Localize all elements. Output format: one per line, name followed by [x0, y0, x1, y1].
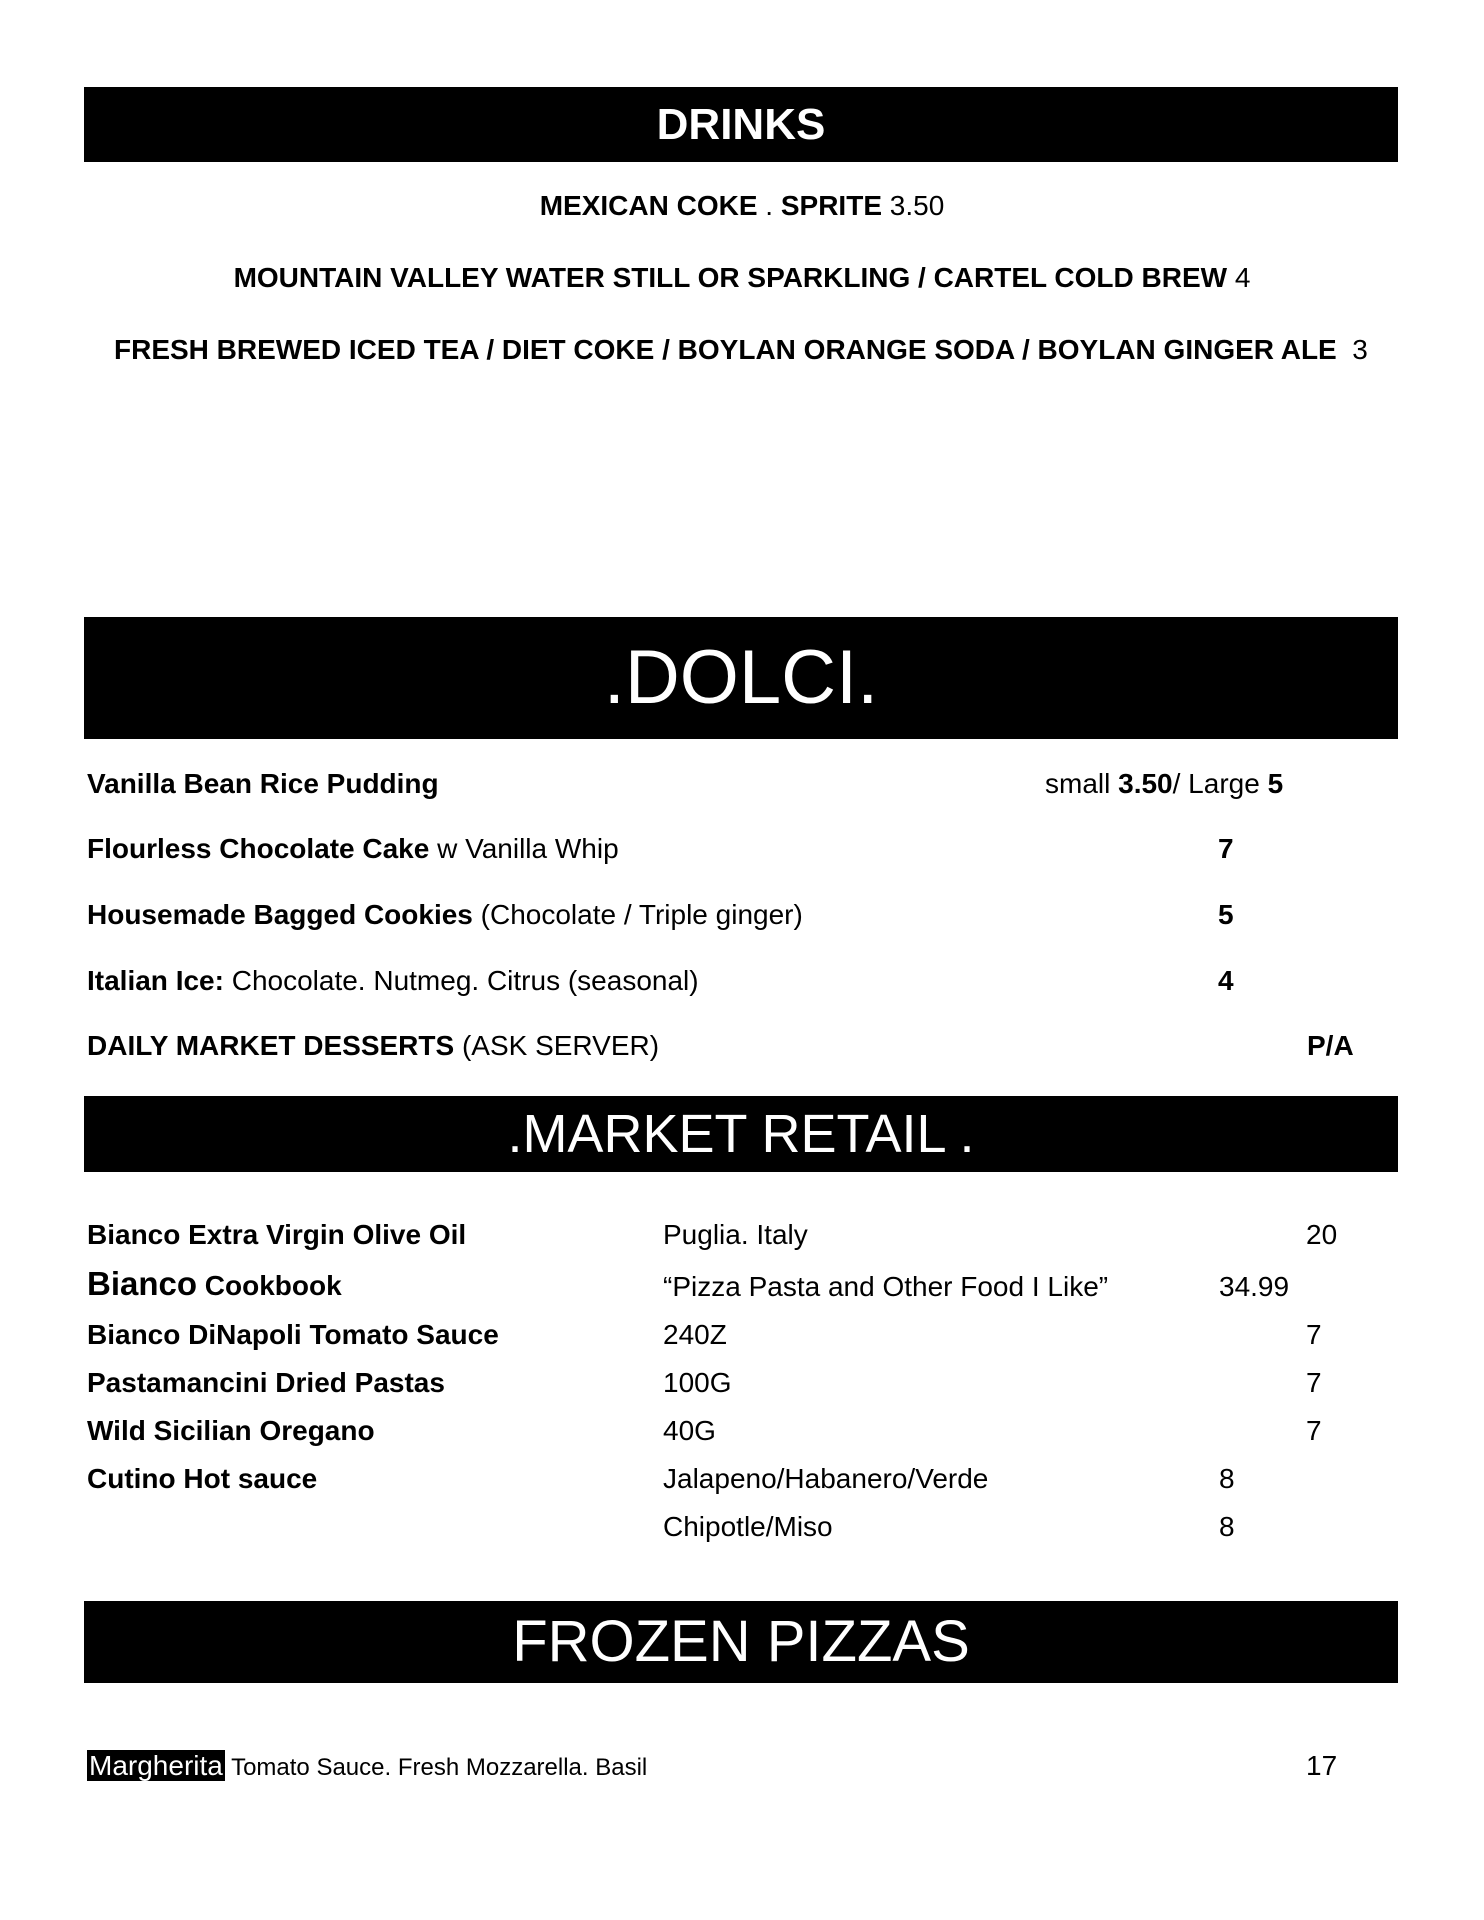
- market-item-name: Wild Sicilian Oregano: [87, 1415, 375, 1446]
- market-item-name: [87, 1265, 342, 1303]
- drink-item: MEXICAN COKE: [539, 190, 758, 221]
- drink-price: 4: [1227, 262, 1251, 293]
- market-item-name-large: Bianco: [87, 1265, 198, 1302]
- dolci-item: [87, 1030, 659, 1062]
- market-header: .MARKET RETAIL .: [84, 1096, 1398, 1172]
- drink-price: 3.50: [882, 190, 945, 221]
- dolci-item-price: 7: [1218, 833, 1234, 864]
- price-separator: / Large: [1172, 768, 1268, 799]
- market-item-name: Bianco DiNapoli Tomato Sauce: [87, 1319, 499, 1350]
- frozen-item-name: Margherita: [89, 1750, 223, 1781]
- dolci-item-desc: (ASK SERVER): [454, 1030, 660, 1061]
- market-item-price: 7: [1306, 1367, 1322, 1398]
- market-item-detail: 240Z: [663, 1319, 727, 1350]
- dolci-item-name: Flourless Chocolate Cake: [87, 833, 430, 864]
- market-item-price: 34.99: [1219, 1271, 1290, 1302]
- drinks-header: DRINKS: [84, 87, 1398, 162]
- dolci-item-price: [1045, 768, 1283, 800]
- market-item-price: 8: [1219, 1511, 1235, 1542]
- drink-item: SPRITE: [780, 190, 882, 221]
- drink-items: FRESH BREWED ICED TEA / DIET COKE / BOYLAN ORANGE SODA / BOYLAN GINGER ALE: [114, 334, 1337, 365]
- dolci-item-name: Italian Ice:: [87, 965, 224, 996]
- dolci-item-desc: w Vanilla Whip: [429, 833, 619, 864]
- dolci-item: [87, 833, 619, 865]
- dolci-item: [87, 965, 699, 997]
- dolci-item-desc: Chocolate. Nutmeg. Citrus (seasonal): [223, 965, 699, 996]
- market-item-name: Bianco Extra Virgin Olive Oil: [87, 1219, 467, 1250]
- dolci-item-name: Housemade Bagged Cookies: [87, 899, 473, 930]
- market-item-detail: 100G: [663, 1367, 732, 1398]
- drinks-line-1: [0, 190, 1484, 222]
- drinks-line-2: [0, 262, 1484, 294]
- dolci-item: [87, 899, 803, 931]
- market-item-name: Pastamancini Dried Pastas: [87, 1367, 445, 1398]
- market-item-price: 7: [1306, 1319, 1322, 1350]
- price-large: 5: [1267, 768, 1284, 799]
- market-item-name: Cutino Hot sauce: [87, 1463, 318, 1494]
- dolci-header: .DOLCI.: [84, 617, 1398, 739]
- price-small-label: small: [1045, 768, 1119, 799]
- frozen-item: [87, 1750, 647, 1782]
- dolci-item-price: 4: [1218, 965, 1234, 996]
- dolci-item-name: DAILY MARKET DESSERTS: [87, 1030, 455, 1061]
- market-item-detail: Chipotle/Miso: [663, 1511, 833, 1542]
- dolci-item-price: P/A: [1307, 1030, 1354, 1061]
- drink-price: 3: [1336, 334, 1368, 365]
- dolci-item-desc: (Chocolate / Triple ginger): [472, 899, 803, 930]
- market-item-price: 8: [1219, 1463, 1235, 1494]
- market-item-price: 20: [1306, 1219, 1338, 1250]
- frozen-item-price: 17: [1306, 1750, 1338, 1781]
- dolci-item-price: 5: [1218, 899, 1234, 930]
- dolci-item-name: Vanilla Bean Rice Pudding: [87, 768, 439, 799]
- frozen-header: FROZEN PIZZAS: [84, 1601, 1398, 1683]
- drinks-line-3: [114, 334, 1368, 366]
- drink-items: MOUNTAIN VALLEY WATER STILL OR SPARKLING / CARTEL COLD BREW: [233, 262, 1228, 293]
- drink-separator: .: [757, 190, 781, 221]
- dolci-item: [87, 768, 439, 800]
- market-item-detail: “Pizza Pasta and Other Food I Like”: [663, 1271, 1109, 1302]
- market-item-detail: Puglia. Italy: [663, 1219, 808, 1250]
- frozen-item-desc: Tomato Sauce. Fresh Mozzarella. Basil: [224, 1754, 648, 1781]
- market-item-price: 7: [1306, 1415, 1322, 1446]
- market-item-detail: Jalapeno/Habanero/Verde: [663, 1463, 989, 1494]
- market-item-detail: 40G: [663, 1415, 716, 1446]
- market-item-name-rest: Cookbook: [197, 1270, 342, 1301]
- price-small: 3.50: [1118, 768, 1173, 799]
